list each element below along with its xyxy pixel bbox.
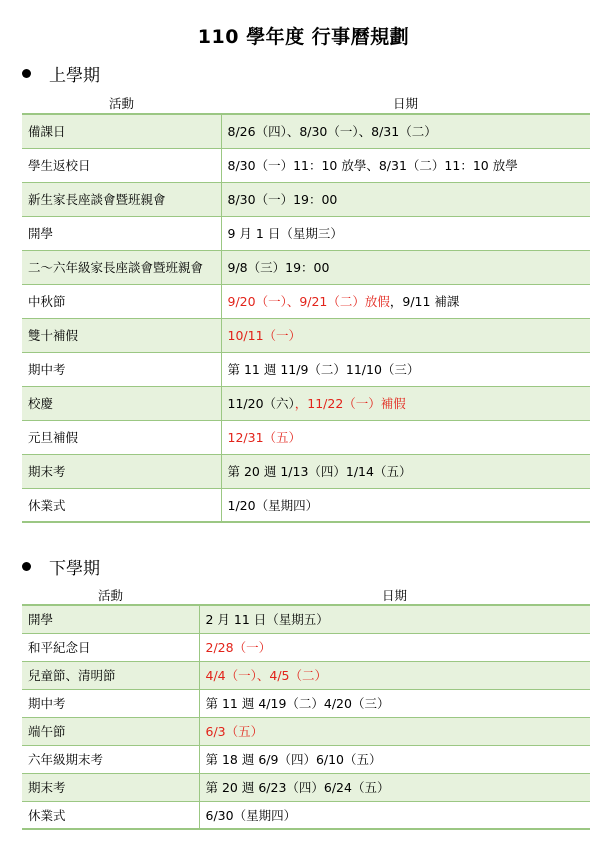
date-text: 6/30（星期四） [205,807,297,823]
activity-cell: 期中考 [22,352,221,386]
activity-cell: 兒童節、清明節 [22,661,199,689]
date-text: 8/30（一）19：00 [227,192,338,207]
date-text: 1/20（星期四） [227,497,319,513]
date-cell [221,250,590,284]
section-heading-label: 下學期 [49,559,100,579]
bullet-icon [22,69,31,78]
date-text: ，9/11 補課 [389,294,460,309]
date-cell [199,661,590,689]
date-text: 2 月 11 日（星期五） [205,612,329,628]
table-row [22,352,590,386]
table-row [22,773,590,801]
page-title: 110 學年度 行事曆規劃 [197,26,410,48]
date-cell [221,182,590,216]
section-heading-label: 上學期 [49,66,100,86]
table-row [22,454,590,488]
table-row [22,661,590,689]
bullet-icon [22,562,31,571]
activity-cell: 雙十補假 [22,318,221,352]
holiday-date-text: 6/3（五） [205,724,264,739]
table-row [22,182,590,216]
date-cell [199,605,590,633]
date-cell [199,633,590,661]
date-text: 第 11 週 4/19（二）4/20（三） [205,696,390,711]
date-text: 8/30（一）11：10 放學、8/31（二）11：10 放學 [227,158,518,173]
column-header-date: 日期 [221,92,590,114]
date-cell [199,745,590,773]
activity-cell: 開學 [22,216,221,250]
date-text: 9/8（三）19：00 [227,260,330,275]
activity-cell: 休業式 [22,801,199,829]
holiday-date-text: 10/11（一） [227,328,302,343]
date-cell [221,454,590,488]
holiday-date-text: ，11/22（一）補假 [294,396,406,411]
date-text: 第 20 週 6/23（四）6/24（五） [205,780,390,795]
date-cell [221,420,590,454]
activity-cell: 校慶 [22,386,221,420]
activity-cell: 二～六年級家長座談會暨班親會 [22,250,221,284]
activity-cell: 和平紀念日 [22,633,199,661]
activity-cell: 期末考 [22,773,199,801]
date-cell [221,148,590,182]
table-row [22,114,590,148]
section-heading-semester1 [22,61,100,86]
date-cell [199,717,590,745]
date-text: 第 11 週 11/9（二）11/10（三） [227,362,420,377]
table-row [22,148,590,182]
holiday-date-text: 12/31（五） [227,430,302,445]
table-row [22,745,590,773]
date-text: 第 20 週 1/13（四）1/14（五） [227,464,412,479]
activity-cell: 開學 [22,605,199,633]
table-row [22,717,590,745]
table-row [22,318,590,352]
activity-cell: 休業式 [22,488,221,522]
date-cell [221,352,590,386]
section-heading-semester2 [22,554,100,579]
date-cell [221,386,590,420]
holiday-date-text: 2/28（一） [205,640,272,655]
date-cell [221,318,590,352]
date-cell [221,488,590,522]
date-cell [199,773,590,801]
holiday-date-text: 4/4（一）、4/5（二） [205,668,327,683]
activity-cell: 端午節 [22,717,199,745]
activity-cell: 元旦補假 [22,420,221,454]
date-cell [221,216,590,250]
table-row [22,488,590,522]
semester1-table [22,92,590,523]
activity-cell: 六年級期末考 [22,745,199,773]
activity-cell: 新生家長座談會暨班親會 [22,182,221,216]
table-row [22,605,590,633]
table-row [22,284,590,318]
date-cell [199,801,590,829]
table-row [22,386,590,420]
table-row [22,420,590,454]
date-cell [199,689,590,717]
table-row [22,689,590,717]
column-header-activity: 活動 [22,92,221,114]
table-row [22,801,590,829]
date-text: 11/20（六） [227,396,295,411]
activity-cell: 期末考 [22,454,221,488]
activity-cell: 學生返校日 [22,148,221,182]
activity-cell: 中秋節 [22,284,221,318]
date-cell [221,114,590,148]
date-cell [221,284,590,318]
date-text: 第 18 週 6/9（四）6/10（五） [205,752,382,767]
activity-cell: 期中考 [22,689,199,717]
column-header-activity: 活動 [22,585,199,605]
holiday-date-text: 9/20（一）、9/21（二）放假 [227,294,390,309]
column-header-date: 日期 [199,585,590,605]
activity-cell: 備課日 [22,114,221,148]
table-row [22,250,590,284]
date-text: 8/26（四）、8/30（一）、8/31（二） [227,124,437,140]
semester2-table [22,585,590,830]
date-text: 9 月 1 日（星期三） [227,226,343,241]
table-row [22,633,590,661]
table-row [22,216,590,250]
